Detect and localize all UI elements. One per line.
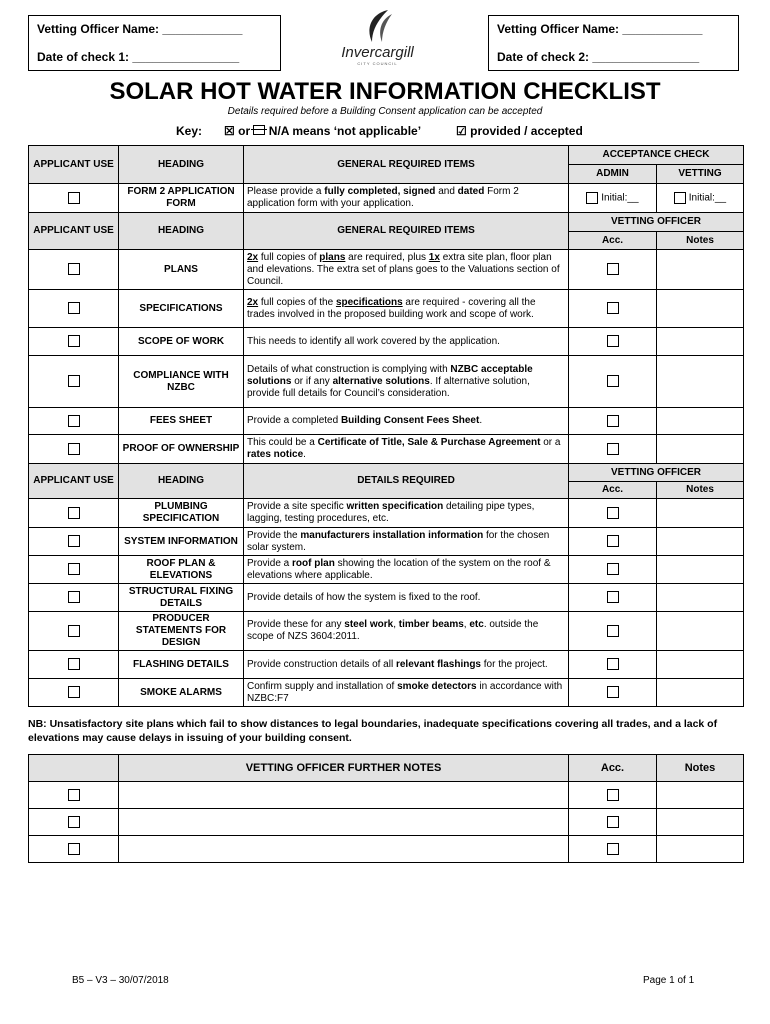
row-heading: FORM 2 APPLICATION FORM (119, 184, 244, 213)
right-header-box (488, 15, 739, 71)
row-description: Provide construction details of all relevant flashings for the project. (244, 651, 569, 679)
row-heading: SCOPE OF WORK (119, 328, 244, 356)
acc-header: Acc. (569, 482, 657, 499)
key-or: or (238, 124, 251, 138)
compliance-notes[interactable] (657, 356, 744, 408)
row-heading: SYSTEM INFORMATION (119, 528, 244, 556)
structural-acc-checkbox[interactable] (607, 591, 619, 603)
roof-applicant-checkbox[interactable] (68, 563, 80, 575)
row-heading: SMOKE ALARMS (119, 679, 244, 707)
structural-notes[interactable] (657, 584, 744, 612)
vetting-initial[interactable]: Initial:__ (688, 192, 727, 204)
scope-applicant-checkbox[interactable] (68, 335, 80, 347)
producer-notes[interactable] (657, 612, 744, 651)
further-applicant-checkbox-2[interactable] (68, 816, 80, 828)
row-heading: PLUMBING SPECIFICATION (119, 499, 244, 528)
smoke-acc-checkbox[interactable] (607, 686, 619, 698)
logo-brand: Invercargill (341, 44, 414, 61)
page-subtitle: Details required before a Building Consent application can be accepted (227, 106, 543, 117)
row-description: This could be a Certificate of Title, Sale & Purchase Agreement or a rates notice. (244, 435, 569, 464)
plans-notes[interactable] (657, 250, 744, 290)
roof-notes[interactable] (657, 556, 744, 584)
row-description: Provide a site specific written specification detailing pipe types, lagging, testing procedures, etc. (244, 499, 569, 528)
row-description: 2x full copies of the specifications are required - covering all the trades involved in the proposed building work and scope of work. (244, 290, 569, 328)
row-description: Confirm supply and installation of smoke detectors in accordance with NZBC:F7 (244, 679, 569, 707)
specifications-acc-checkbox[interactable] (607, 302, 619, 314)
system-acc-checkbox[interactable] (607, 535, 619, 547)
roof-acc-checkbox[interactable] (607, 563, 619, 575)
system-notes[interactable] (657, 528, 744, 556)
producer-applicant-checkbox[interactable] (68, 625, 80, 637)
further-applicant-checkbox-1[interactable] (68, 789, 80, 801)
row-heading: SPECIFICATIONS (119, 290, 244, 328)
further-note-1[interactable] (119, 782, 569, 809)
ownership-applicant-checkbox[interactable] (68, 443, 80, 455)
notes-header: Notes (657, 232, 744, 250)
logo-swirl-icon (358, 8, 398, 44)
row-heading: ROOF PLAN & ELEVATIONS (119, 556, 244, 584)
further-notes-table (28, 754, 744, 863)
row-description: Provide the manufacturers installation information for the chosen solar system. (244, 528, 569, 556)
scope-notes[interactable] (657, 328, 744, 356)
applicant-use-header: APPLICANT USE (29, 146, 119, 184)
row-description: Provide a roof plan showing the location of the system on the roof & elevations where applicable. (244, 556, 569, 584)
notes-header: Notes (657, 755, 744, 782)
acc-header: Acc. (569, 232, 657, 250)
ownership-acc-checkbox[interactable] (607, 443, 619, 455)
key-accepted (456, 124, 583, 138)
flashing-applicant-checkbox[interactable] (68, 658, 80, 670)
nb-note: NB: Unsatisfactory site plans which fail to show distances to legal boundaries, inadequate specifications covering all trades, and a lack of elevations may cause delays in issuing of your building consent. (28, 718, 718, 744)
acc-header: Acc. (569, 755, 657, 782)
applicant-use-header: APPLICANT USE (29, 213, 119, 250)
further-note-3[interactable] (119, 836, 569, 863)
form2-applicant-checkbox[interactable] (68, 192, 80, 204)
key-na (224, 124, 421, 138)
row-heading: PRODUCER STATEMENTS FOR DESIGN (119, 612, 244, 651)
fees-applicant-checkbox[interactable] (68, 415, 80, 427)
admin-initial-checkbox[interactable] (586, 192, 598, 204)
compliance-applicant-checkbox[interactable] (68, 375, 80, 387)
council-logo (330, 8, 425, 66)
row-heading: PLANS (119, 250, 244, 290)
row-description: This needs to identify all work covered by the application. (244, 328, 569, 356)
row-heading: FLASHING DETAILS (119, 651, 244, 679)
flashing-notes[interactable] (657, 651, 744, 679)
specifications-notes[interactable] (657, 290, 744, 328)
row-description: Please provide a fully completed, signed and dated Form 2 application form with your application. (244, 184, 569, 213)
dash-checkbox-icon (253, 125, 265, 135)
plumbing-notes[interactable] (657, 499, 744, 528)
further-acc-checkbox-1[interactable] (607, 789, 619, 801)
row-heading: STRUCTURAL FIXING DETAILS (119, 584, 244, 612)
smoke-notes[interactable] (657, 679, 744, 707)
further-notes-3[interactable] (657, 836, 744, 863)
row-description: Provide details of how the system is fixed to the roof. (244, 584, 569, 612)
fees-acc-checkbox[interactable] (607, 415, 619, 427)
row-description: Details of what construction is complying with NZBC acceptable solutions or if any alternative solutions. If alternative solution, provide full details for Council’s consideration. (244, 356, 569, 408)
crossed-checkbox-icon: ☒ (224, 124, 235, 138)
logo-sub: CITY COUNCIL (357, 61, 398, 66)
producer-acc-checkbox[interactable] (607, 625, 619, 637)
details-required-header: DETAILS REQUIRED (244, 464, 569, 499)
row-description: 2x full copies of plans are required, plus 1x extra site plan, floor plan and elevations. The extra set of plans goes to the Valuations section of Council. (244, 250, 569, 290)
structural-applicant-checkbox[interactable] (68, 591, 80, 603)
vetting-officer-name-1[interactable]: Vetting Officer Name: ____________ (37, 22, 243, 36)
heading-header: HEADING (119, 213, 244, 250)
vetting-officer-header: VETTING OFFICER (569, 464, 744, 482)
vetting-header: VETTING (657, 165, 744, 184)
flashing-acc-checkbox[interactable] (607, 658, 619, 670)
left-header-box (28, 15, 281, 71)
checked-checkbox-icon: ☑ (456, 124, 467, 138)
general-required-items-header: GENERAL REQUIRED ITEMS (244, 146, 569, 184)
footer-page: Page 1 of 1 (643, 975, 695, 986)
acceptance-check-header: ACCEPTANCE CHECK (569, 146, 744, 165)
date-of-check-2[interactable]: Date of check 2: ________________ (497, 50, 700, 64)
further-notes-1[interactable] (657, 782, 744, 809)
key-label: Key: (176, 124, 203, 138)
applicant-use-header: APPLICANT USE (29, 464, 119, 499)
page-title: SOLAR HOT WATER INFORMATION CHECKLIST (109, 78, 661, 105)
row-heading: COMPLIANCE WITH NZBC (119, 356, 244, 408)
vetting-officer-name-2[interactable]: Vetting Officer Name: ____________ (497, 22, 703, 36)
further-acc-checkbox-2[interactable] (607, 816, 619, 828)
further-acc-checkbox-3[interactable] (607, 843, 619, 855)
checklist-table (28, 145, 744, 707)
notes-header: Notes (657, 482, 744, 499)
plans-acc-checkbox[interactable] (607, 263, 619, 275)
ownership-notes[interactable] (657, 435, 744, 464)
heading-header: HEADING (119, 146, 244, 184)
date-of-check-1[interactable]: Date of check 1: ________________ (37, 50, 240, 64)
row-heading: PROOF OF OWNERSHIP (119, 435, 244, 464)
row-description: Provide a completed Building Consent Fees Sheet. (244, 408, 569, 435)
vetting-officer-header: VETTING OFFICER (569, 213, 744, 232)
further-notes-2[interactable] (657, 809, 744, 836)
footer-version: B5 – V3 – 30/07/2018 (72, 975, 169, 986)
key-accepted-meaning: provided / accepted (470, 124, 583, 138)
fees-notes[interactable] (657, 408, 744, 435)
further-notes-header: VETTING OFFICER FURTHER NOTES (119, 755, 569, 782)
system-applicant-checkbox[interactable] (68, 535, 80, 547)
general-required-items-header: GENERAL REQUIRED ITEMS (244, 213, 569, 250)
further-note-2[interactable] (119, 809, 569, 836)
further-applicant-checkbox-3[interactable] (68, 843, 80, 855)
heading-header: HEADING (119, 464, 244, 499)
plans-applicant-checkbox[interactable] (68, 263, 80, 275)
specifications-applicant-checkbox[interactable] (68, 302, 80, 314)
row-heading: FEES SHEET (119, 408, 244, 435)
vetting-initial-checkbox[interactable] (674, 192, 686, 204)
key-na-meaning: N/A means ‘not applicable’ (268, 124, 422, 138)
row-description: Provide these for any steel work, timber beams, etc. outside the scope of NZS 3604:2011. (244, 612, 569, 651)
scope-acc-checkbox[interactable] (607, 335, 619, 347)
smoke-applicant-checkbox[interactable] (68, 686, 80, 698)
admin-header: ADMIN (569, 165, 657, 184)
plumbing-applicant-checkbox[interactable] (68, 507, 80, 519)
plumbing-acc-checkbox[interactable] (607, 507, 619, 519)
compliance-acc-checkbox[interactable] (607, 375, 619, 387)
admin-initial[interactable]: Initial:__ (601, 192, 639, 204)
